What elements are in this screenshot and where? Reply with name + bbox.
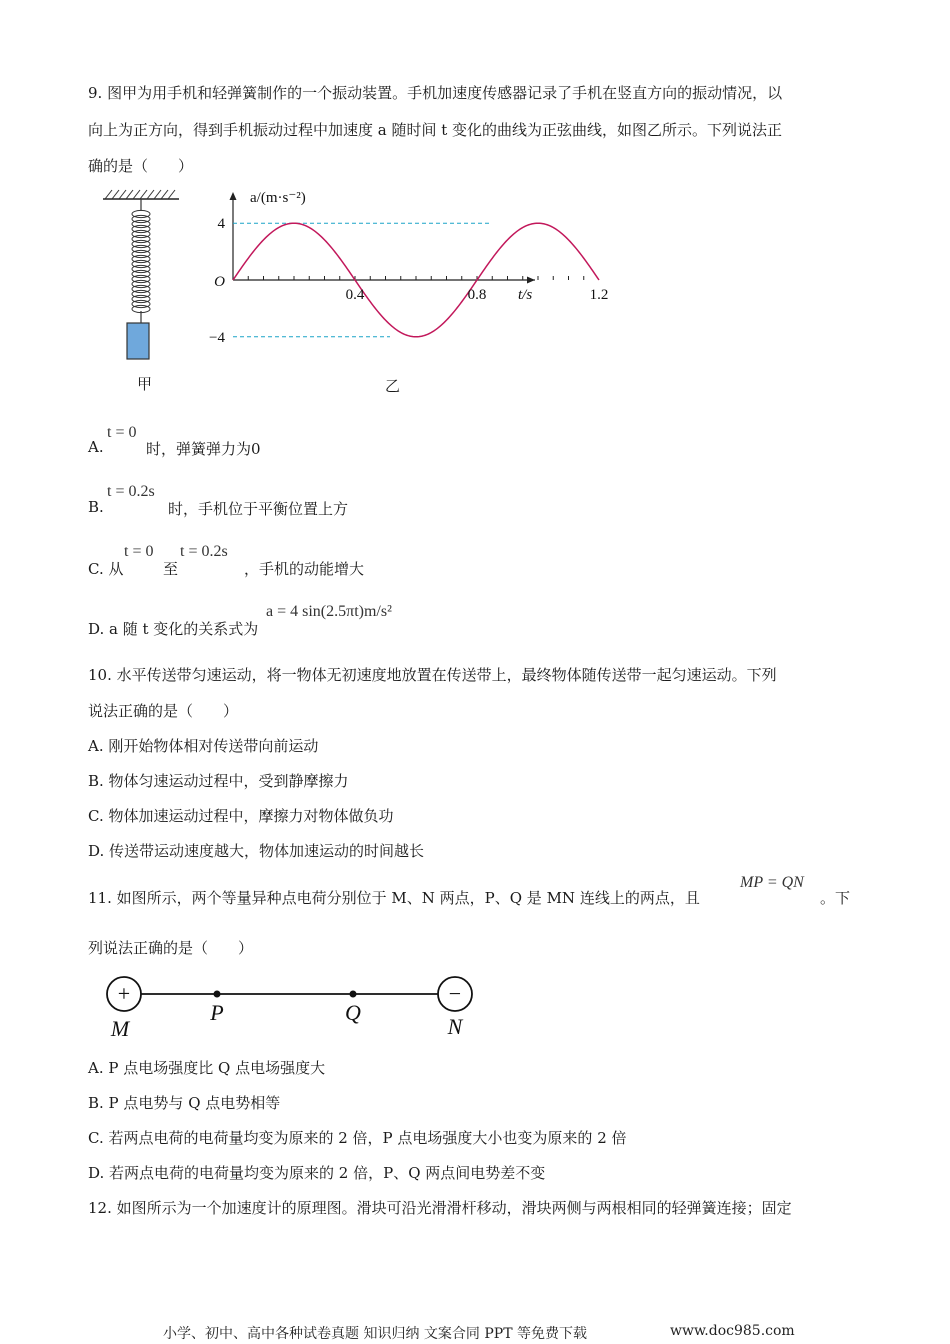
ceiling-hatch: [105, 190, 175, 199]
q9-option-d-math: a = 4 sin(2.5πt)m/s²: [266, 603, 392, 620]
phone-block: [127, 323, 149, 359]
q9-line-1: 9. 图甲为用手机和轻弹簧制作的一个振动装置。手机加速度传感器记录了手机在竖直方向的振动情况，以: [88, 84, 783, 102]
q9-option-b-text: 时，手机位于平衡位置上方: [168, 500, 349, 518]
q10-line-1: 10. 水平传送带匀速运动，将一物体无初速度地放置在传送带上，最终物体随传送带一起匀速运动。下列: [88, 666, 777, 684]
y-axis-arrow: [230, 192, 237, 200]
label-p: P: [210, 1000, 224, 1025]
q9-line-2: 向上为正方向，得到手机振动过程中加速度 a 随时间 t 变化的曲线为正弦曲线，如图乙所示。下列说法正: [88, 121, 783, 139]
q11-line-1-end: 。下: [820, 889, 851, 907]
q11-line-1: 11. 如图所示，两个等量异种点电荷分别位于 M、N 两点，P、Q 是 MN 连线上的两点，且: [88, 889, 700, 907]
point-q-dot: [350, 991, 357, 998]
q9-option-c-math-2: t = 0.2s: [180, 543, 228, 560]
q9-line-3: 确的是（ ）: [88, 157, 194, 175]
q10-option-d: D. 传送带运动速度越大，物体加速运动的时间越长: [88, 842, 425, 860]
q10-option-c: C. 物体加速运动过程中，摩擦力对物体做负功: [88, 807, 394, 825]
x-tick-label: 0.4: [345, 287, 365, 303]
q9-option-c-math-1: t = 0: [124, 543, 154, 560]
x-axis-arrow: [527, 277, 535, 284]
label-q: Q: [345, 1000, 361, 1025]
label-m: M: [110, 1016, 130, 1041]
q11-line-2: 列说法正确的是（ ）: [88, 939, 254, 957]
x-axis-label: t/s: [518, 287, 533, 303]
q10-option-b: B. 物体匀速运动过程中，受到静摩擦力: [88, 772, 349, 790]
fig-jia-label: 甲: [137, 375, 153, 393]
y-tick-label: −4: [209, 329, 225, 346]
minus-sign: −: [448, 981, 462, 1006]
q11-option-a: A. P 点电场强度比 Q 点电场强度大: [88, 1059, 326, 1077]
q11-option-c: C. 若两点电荷的电荷量均变为原来的 2 倍，P 点电场强度大小也变为原来的 2 倍: [88, 1129, 627, 1147]
footer-text: 小学、初中、高中各种试卷真题 知识归纳 文案合同 PPT 等免费下载: [163, 1326, 587, 1342]
q9-option-c: C. 从: [88, 560, 124, 578]
q9-option-c-mid: 至: [163, 560, 179, 578]
x-tick-label: 0.8: [467, 287, 487, 303]
acceleration-chart: [200, 182, 609, 362]
y-axis-label: a/(m·s⁻²): [250, 190, 306, 206]
spring-coil: [132, 210, 150, 312]
q11-math-mp-qn: MP = QN: [740, 874, 804, 891]
q12-line-1: 12. 如图所示为一个加速度计的原理图。滑块可沿光滑滑杆移动，滑块两侧与两根相同的轻弹簧连接；固定: [88, 1199, 792, 1217]
x-tick-label: 1.2: [589, 287, 609, 303]
q9-option-a-math: t = 0: [107, 424, 137, 441]
q9-option-c-text: ，手机的动能增大: [244, 560, 365, 578]
origin-label: O: [214, 274, 225, 290]
label-n: N: [447, 1014, 463, 1039]
plus-sign: +: [117, 981, 131, 1006]
point-p-dot: [214, 991, 221, 998]
q9-option-d: D. a 随 t 变化的关系式为: [88, 620, 259, 638]
spring-phone-figure: [95, 185, 190, 365]
q11-option-b: B. P 点电势与 Q 点电势相等: [88, 1094, 281, 1112]
q9-option-b-math: t = 0.2s: [107, 483, 155, 500]
q9-option-a: A.: [88, 438, 104, 456]
q10-option-a: A. 刚开始物体相对传送带向前运动: [88, 737, 319, 755]
y-tick-label: 4: [217, 216, 225, 233]
footer-site: www.doc985.com: [670, 1323, 795, 1339]
q10-line-2: 说法正确的是（ ）: [88, 702, 239, 720]
fig-yi-label: 乙: [385, 377, 401, 395]
q9-option-b: B.: [88, 498, 104, 516]
charge-figure: [100, 972, 485, 1044]
q11-option-d: D. 若两点电荷的电荷量均变为原来的 2 倍，P、Q 两点间电势差不变: [88, 1164, 546, 1182]
q9-option-a-text: 时，弹簧弹力为0: [146, 440, 261, 458]
